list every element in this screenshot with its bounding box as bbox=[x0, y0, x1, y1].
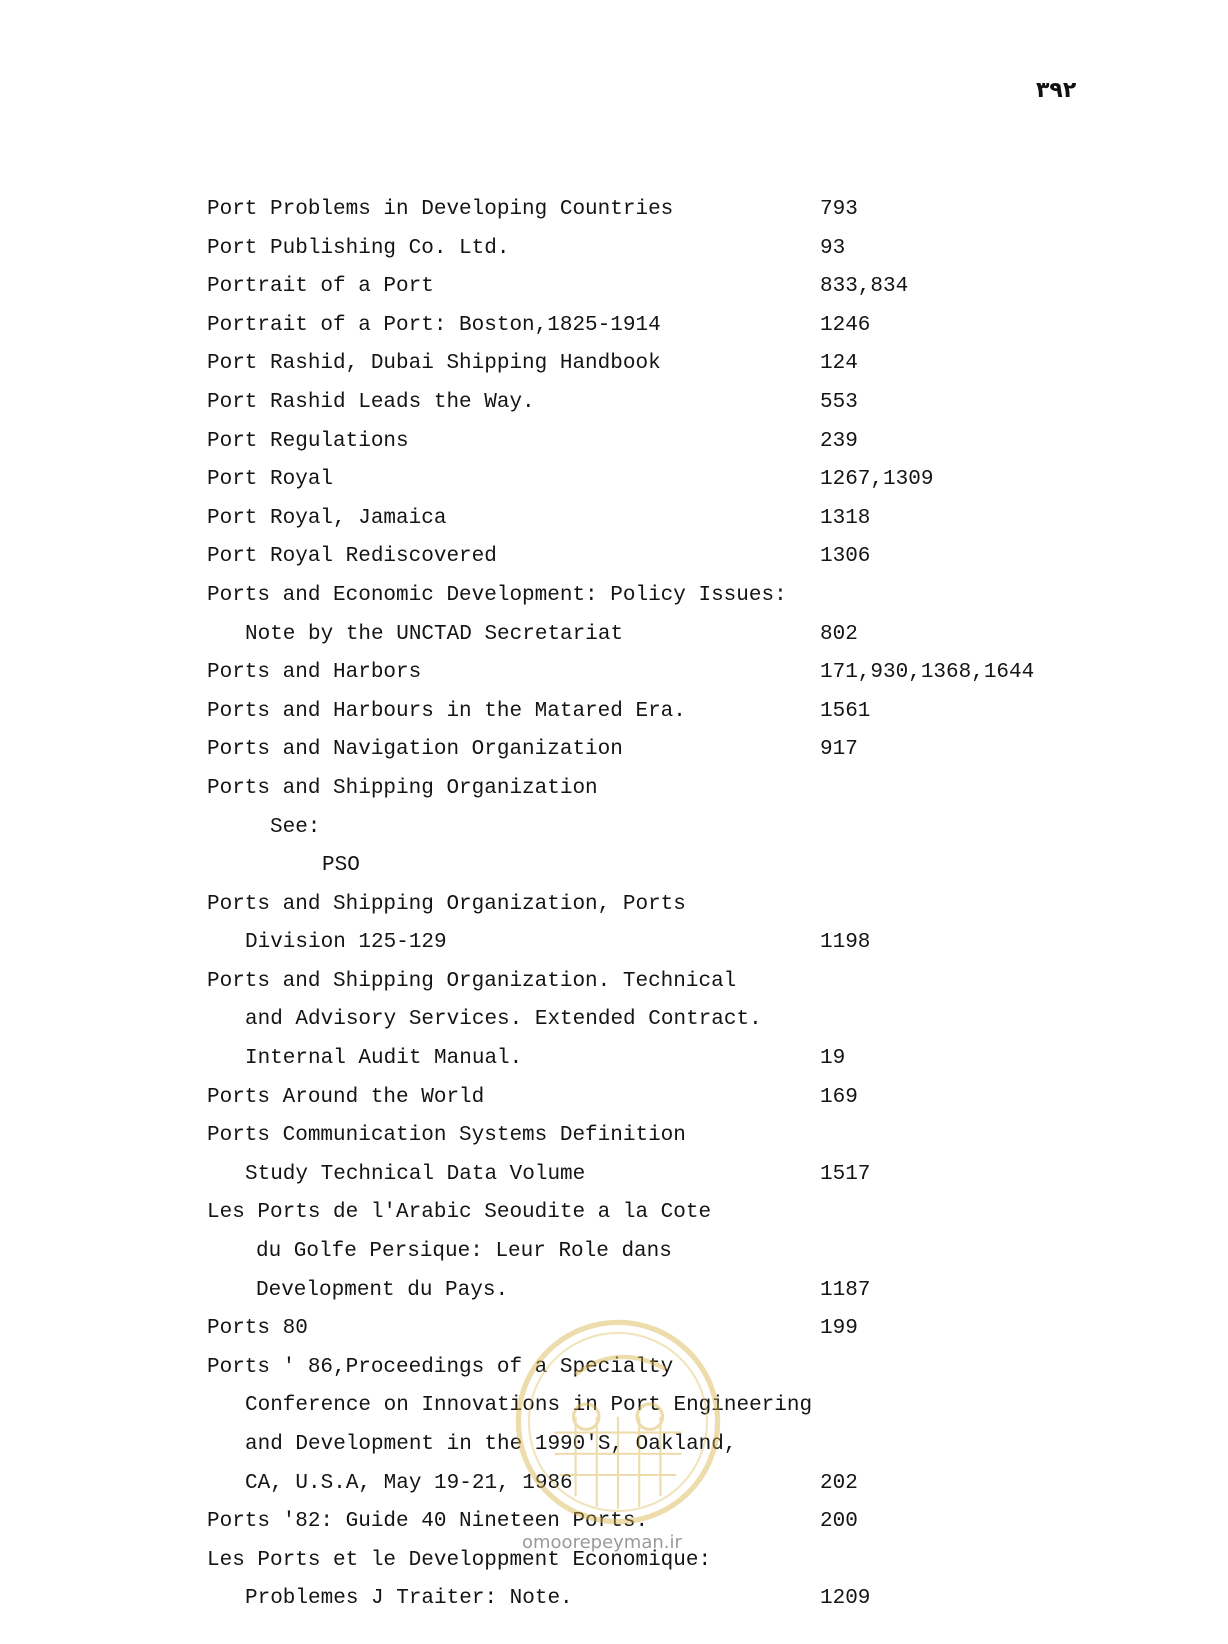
index-entry-line bbox=[0, 700, 1228, 739]
entry-title: Conference on Innovations in Port Engineering bbox=[245, 1394, 813, 1418]
entry-title: Study Technical Data Volume bbox=[245, 1162, 586, 1186]
entry-title: Development du Pays. bbox=[256, 1278, 509, 1302]
entry-title: Ports and Shipping Organization, Ports bbox=[207, 892, 686, 916]
index-entry-line bbox=[0, 237, 1228, 276]
index-entry-line bbox=[0, 430, 1228, 469]
index-entry-line bbox=[0, 198, 1228, 237]
index-entry-line bbox=[0, 314, 1228, 353]
entry-title: Ports and Harbors bbox=[207, 661, 422, 685]
entry-title: Problemes J Traiter: Note. bbox=[245, 1587, 573, 1611]
entry-reference: 200 bbox=[820, 1510, 858, 1534]
index-entry-line bbox=[0, 1549, 1228, 1588]
entry-reference: 553 bbox=[820, 390, 858, 414]
entry-title: PSO bbox=[322, 854, 360, 878]
index-entry-line bbox=[0, 507, 1228, 546]
entry-title: and Development in the 1990'S, Oakland, bbox=[245, 1433, 737, 1456]
index-entry-line bbox=[0, 545, 1228, 584]
entry-title: Port Royal, Jamaica bbox=[207, 506, 447, 530]
entry-title: Ports and Harbours in the Matared Era. bbox=[207, 699, 686, 723]
watermark-seal-icon bbox=[512, 1316, 724, 1528]
index-entry-line bbox=[0, 1008, 1228, 1047]
entry-reference: 19 bbox=[820, 1047, 846, 1071]
index-entry-line bbox=[0, 584, 1228, 623]
index-entry-line bbox=[0, 1047, 1228, 1086]
entry-title: Ports and Navigation Organization bbox=[207, 738, 623, 762]
entry-reference: 199 bbox=[820, 1317, 858, 1341]
entry-title: Ports and Economic Development: Policy Issues: bbox=[207, 583, 787, 607]
index-entry-line bbox=[0, 1124, 1228, 1163]
entry-reference: 93 bbox=[820, 236, 846, 260]
entry-title: Port Royal bbox=[207, 468, 334, 492]
index-entry-line bbox=[0, 1587, 1228, 1626]
entry-reference: 1561 bbox=[820, 699, 871, 723]
entry-title: Ports 80 bbox=[207, 1317, 308, 1341]
entry-title: Ports ' 86,Proceedings of a Specialty bbox=[207, 1355, 674, 1379]
entry-title: Port Rashid, Dubai Shipping Handbook bbox=[207, 352, 661, 376]
entry-title: and Advisory Services. Extended Contract. bbox=[245, 1008, 762, 1032]
page-number: ۳۹۲ bbox=[1036, 78, 1077, 103]
entry-reference: 169 bbox=[820, 1085, 858, 1109]
entry-title: Les Ports et le Developpment Economique: bbox=[207, 1548, 712, 1572]
index-entry-line bbox=[0, 893, 1228, 932]
entry-reference: 202 bbox=[820, 1471, 858, 1495]
index-entry-line bbox=[0, 738, 1228, 777]
entry-title: Division 125-129 bbox=[245, 931, 447, 955]
entry-title: Port Rashid Leads the Way. bbox=[207, 390, 535, 414]
entry-reference: 1209 bbox=[820, 1587, 871, 1611]
index-entry-line bbox=[0, 1201, 1228, 1240]
entry-title: du Golfe Persique: Leur Role dans bbox=[256, 1240, 672, 1264]
entry-reference: 239 bbox=[820, 429, 858, 453]
entry-reference: 802 bbox=[820, 622, 858, 646]
entry-reference: 793 bbox=[820, 198, 858, 221]
index-entry-line bbox=[0, 931, 1228, 970]
entry-reference: 1246 bbox=[820, 313, 871, 337]
index-entry-line bbox=[0, 777, 1228, 816]
watermark-site: omoorepeyman.ir bbox=[522, 1532, 682, 1553]
entry-title: Portrait of a Port: Boston,1825-1914 bbox=[207, 313, 661, 337]
entry-reference: 833,834 bbox=[820, 275, 909, 299]
entry-reference: 124 bbox=[820, 352, 858, 376]
index-entry-line bbox=[0, 854, 1228, 893]
index-entry-line bbox=[0, 661, 1228, 700]
entry-reference: 171,930,1368,1644 bbox=[820, 661, 1035, 685]
index-entry-line bbox=[0, 1163, 1228, 1202]
entry-title: Port Publishing Co. Ltd. bbox=[207, 236, 510, 260]
entry-title: Ports '82: Guide 40 Nineteen Ports. bbox=[207, 1510, 649, 1534]
entry-reference: 1267,1309 bbox=[820, 468, 934, 492]
entry-reference: 1517 bbox=[820, 1162, 871, 1186]
entry-title: Ports and Shipping Organization. Technical bbox=[207, 969, 737, 993]
entry-title: Internal Audit Manual. bbox=[245, 1047, 523, 1071]
entry-title: Ports Communication Systems Definition bbox=[207, 1124, 686, 1148]
entry-reference: 1306 bbox=[820, 545, 871, 569]
entry-title: CA, U.S.A, May 19-21, 1986 bbox=[245, 1471, 573, 1495]
index-entry-line bbox=[0, 1240, 1228, 1279]
entry-title: Note by the UNCTAD Secretariat bbox=[245, 622, 624, 646]
entry-title: Port Royal Rediscovered bbox=[207, 545, 497, 569]
index-entry-line bbox=[0, 816, 1228, 855]
entry-reference: 917 bbox=[820, 738, 858, 762]
entry-title: Port Regulations bbox=[207, 429, 409, 453]
index-entry-line bbox=[0, 1279, 1228, 1318]
entry-title: Ports and Shipping Organization bbox=[207, 776, 598, 800]
entry-title: Port Problems in Developing Countries bbox=[207, 198, 674, 221]
entry-reference: 1187 bbox=[820, 1278, 871, 1302]
index-entry-line bbox=[0, 275, 1228, 314]
index-entry-line bbox=[0, 1086, 1228, 1125]
index-entry-line bbox=[0, 623, 1228, 662]
index-entry-line bbox=[0, 352, 1228, 391]
entry-reference: 1318 bbox=[820, 506, 871, 530]
index-entry-line bbox=[0, 391, 1228, 430]
entry-title: Les Ports de l'Arabic Seoudite a la Cote bbox=[207, 1201, 712, 1225]
entry-reference: 1198 bbox=[820, 931, 871, 955]
index-entry-line bbox=[0, 970, 1228, 1009]
entry-title: See: bbox=[270, 815, 321, 839]
entry-title: Ports Around the World bbox=[207, 1085, 485, 1109]
entry-title: Portrait of a Port bbox=[207, 275, 434, 299]
index-entry-line bbox=[0, 468, 1228, 507]
